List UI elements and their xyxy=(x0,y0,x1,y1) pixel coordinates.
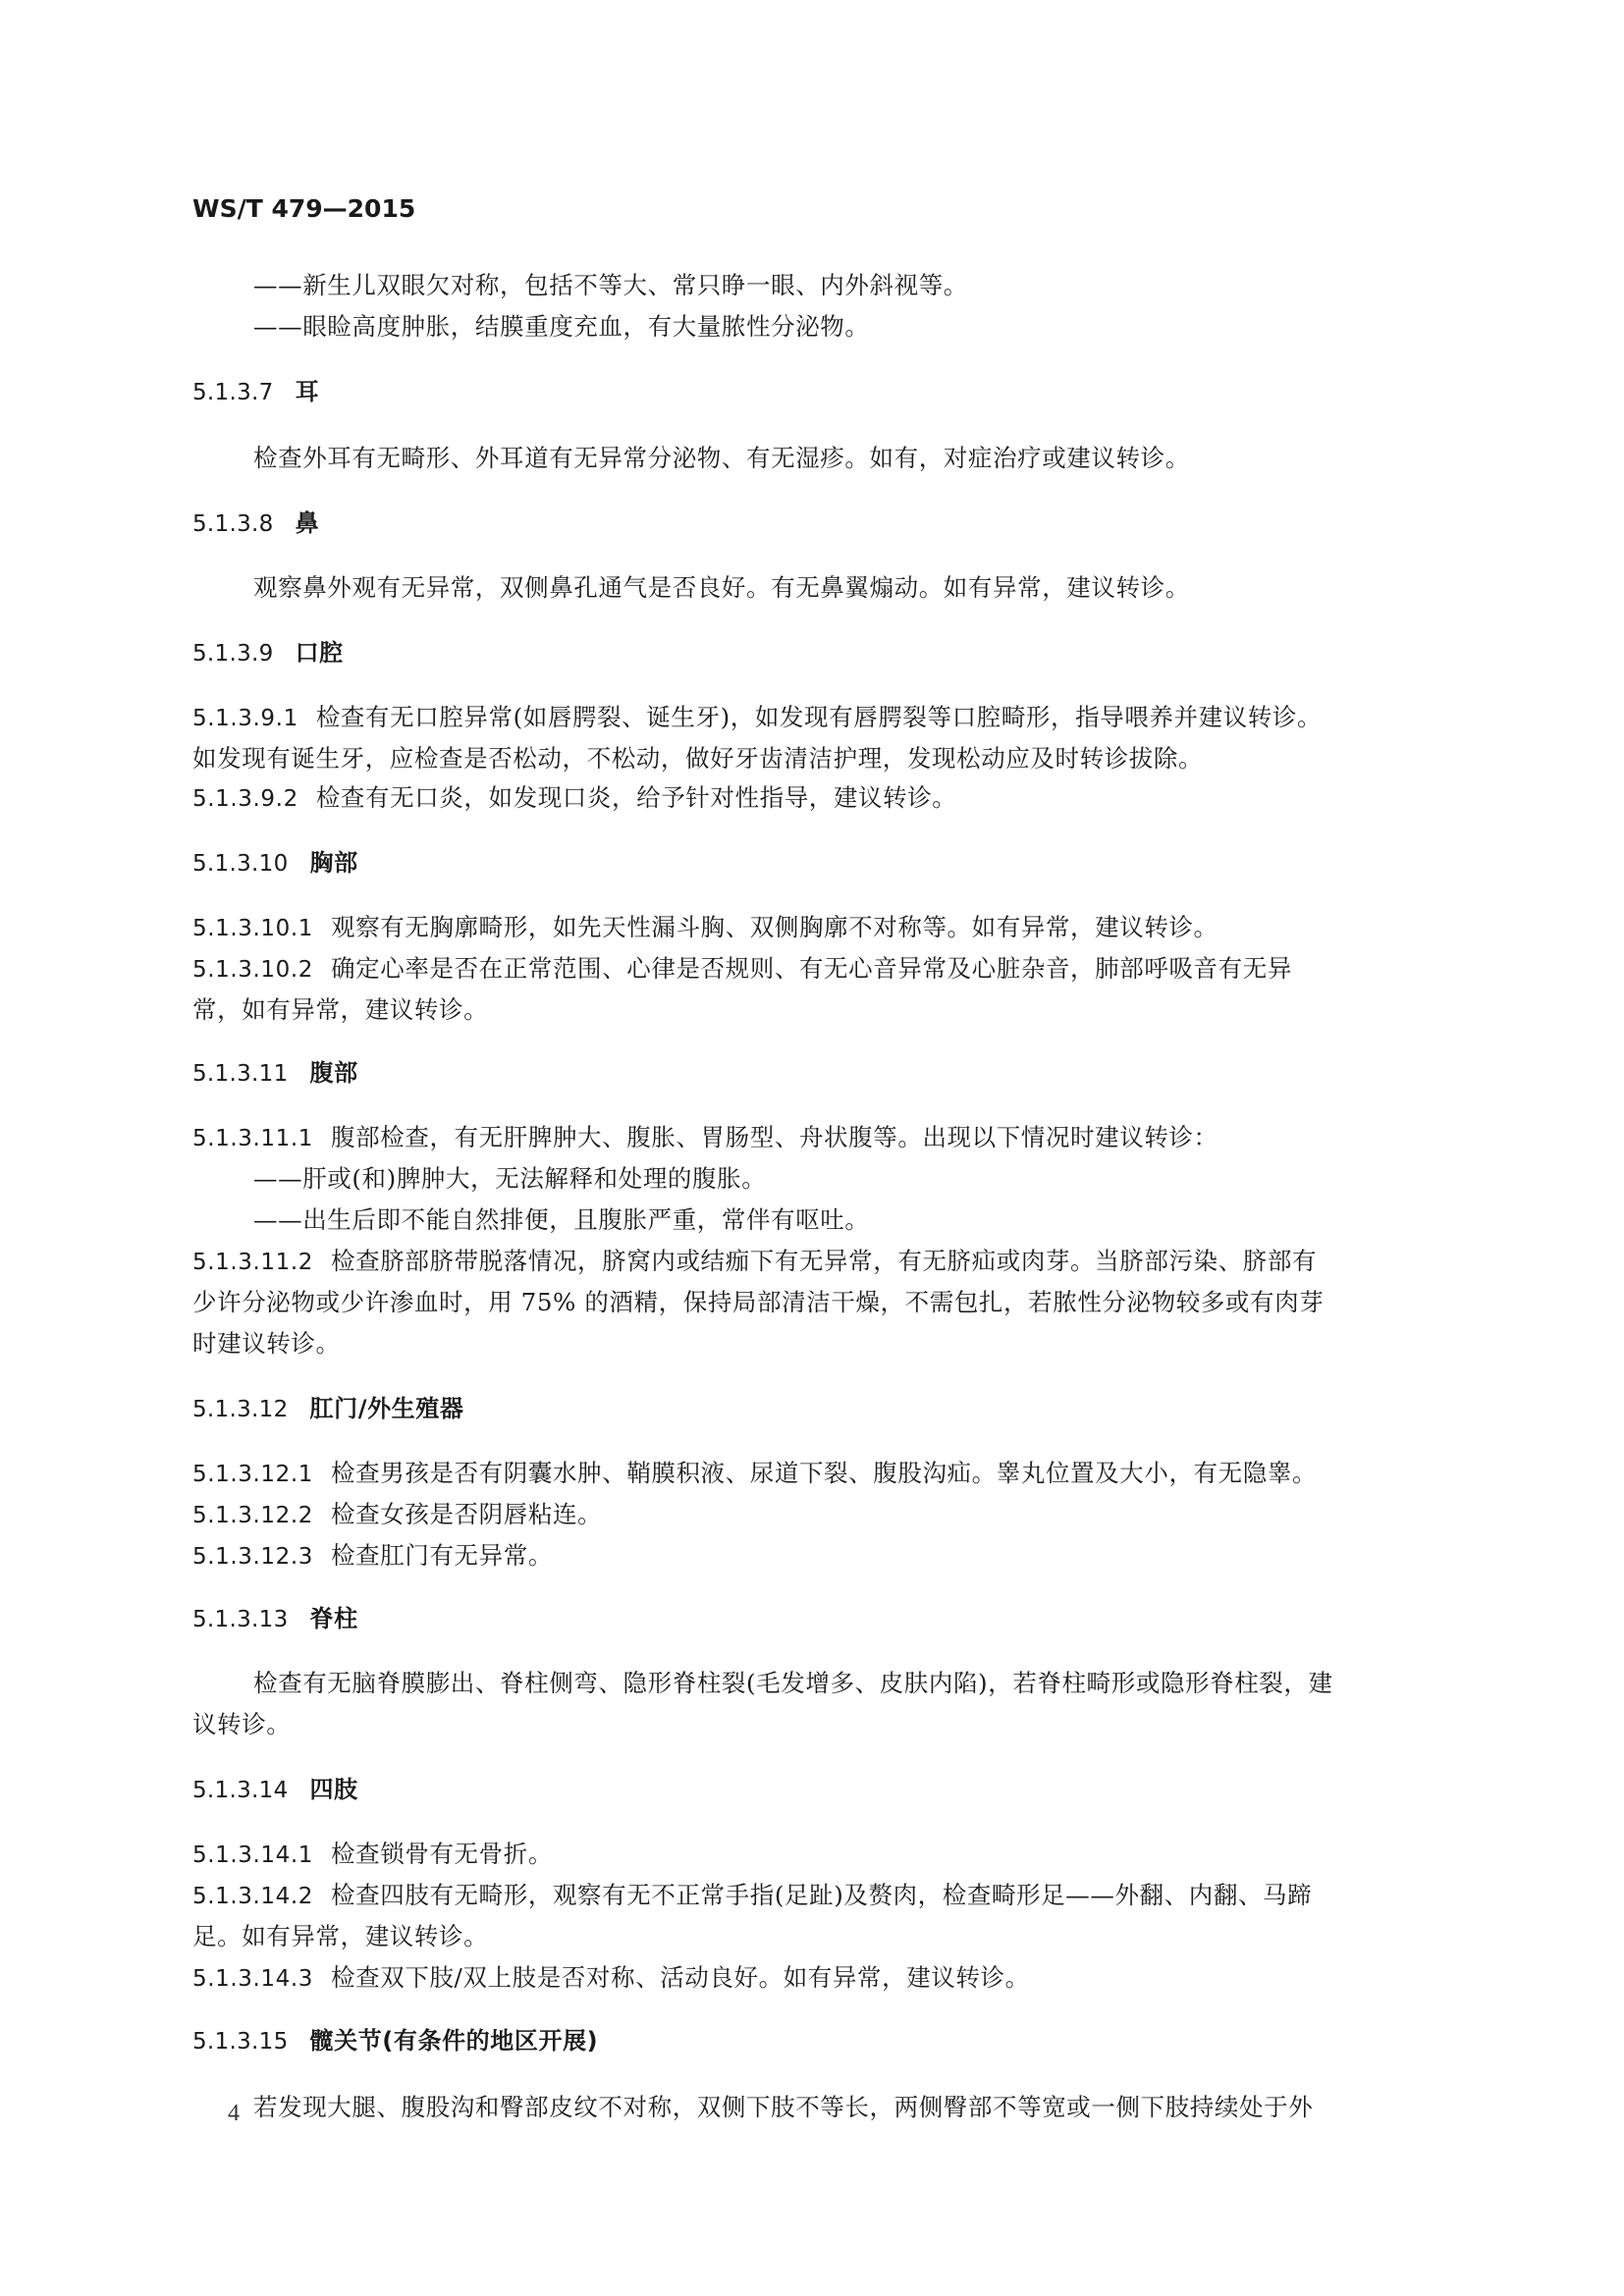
clause-text: 腹部检查，有无肝脾肿大、腹胀、胃肠型、舟状腹等。出现以下情况时建议转诊： xyxy=(331,1123,1218,1151)
clause-number: 5.1.3.14.3 xyxy=(192,1966,314,1992)
section-heading-ear xyxy=(192,375,1459,409)
section-number: 5.1.3.8 xyxy=(192,511,274,537)
section-heading-limbs xyxy=(192,1773,1459,1807)
clause-text: 观察有无胸廓畸形，如先天性漏斗胸、双侧胸廓不对称等。如有异常，建议转诊。 xyxy=(331,913,1218,941)
section-title: 鼻 xyxy=(295,509,320,537)
clause-text-continued: 足。如有异常，建议转诊。 xyxy=(192,1922,489,1950)
dash-item: ——出生后即不能自然排便，且腹胀严重，常伴有呕吐。 xyxy=(253,1205,870,1234)
eye-item-1: ——新生儿双眼欠对称，包括不等大、常只睁一眼、内外斜视等。 xyxy=(253,271,968,299)
clause-5-1-3-14-1 xyxy=(192,1838,1459,1872)
section-title: 四肢 xyxy=(309,1776,358,1803)
clause-text-continued: 如发现有诞生牙，应检查是否松动，不松动，做好牙齿清洁护理，发现松动应及时转诊拔除。 xyxy=(192,744,1204,773)
eye-item-2: ——眼睑高度肿胀，结膜重度充血，有大量脓性分泌物。 xyxy=(253,312,870,341)
clause-text: 确定心率是否在正常范围、心律是否规则、有无心音异常及心脏杂音，肺部呼吸音有无异 xyxy=(331,954,1292,983)
clause-text-continued: 常，如有异常，建议转诊。 xyxy=(192,995,489,1024)
nose-body: 观察鼻外观有无异常，双侧鼻孔通气是否良好。有无鼻翼煽动。如有异常，建议转诊。 xyxy=(253,573,1190,602)
section-heading-hip xyxy=(192,2024,1459,2058)
clause-5-1-3-12-3 xyxy=(192,1539,1459,1574)
page-number: 4 xyxy=(228,2101,240,2126)
section-number: 5.1.3.12 xyxy=(192,1397,289,1422)
clause-number: 5.1.3.14.1 xyxy=(192,1842,314,1868)
ear-body: 检查外耳有无畸形、外耳道有无异常分泌物、有无湿疹。如有，对症治疗或建议转诊。 xyxy=(253,444,1190,472)
section-title: 耳 xyxy=(295,378,320,405)
clause-text: 检查脐部脐带脱落情况，脐窝内或结痂下有无异常，有无脐疝或肉芽。当脐部污染、脐部有 xyxy=(331,1247,1318,1275)
section-number: 5.1.3.7 xyxy=(192,380,274,405)
section-number: 5.1.3.10 xyxy=(192,851,289,877)
clause-5-1-3-9-2 xyxy=(192,781,1459,816)
section-title: 口腔 xyxy=(295,639,344,667)
clause-number: 5.1.3.12.3 xyxy=(192,1544,314,1570)
spine-body: 检查有无脑脊膜膨出、脊柱侧弯、隐形脊柱裂(毛发增多、皮肤内陷)，若脊柱畸形或隐形脊柱裂，建 xyxy=(253,1669,1333,1697)
section-heading-nose xyxy=(192,507,1459,541)
clause-text-continued: 时建议转诊。 xyxy=(192,1329,341,1358)
section-number: 5.1.3.14 xyxy=(192,1778,289,1803)
section-heading-spine xyxy=(192,1602,1459,1636)
clause-text: 检查锁骨有无骨折。 xyxy=(331,1840,553,1868)
clause-number: 5.1.3.11.2 xyxy=(192,1250,314,1275)
clause-number: 5.1.3.10.1 xyxy=(192,916,314,941)
clause-5-1-3-11-2 xyxy=(192,1245,1459,1279)
hip-body: 若发现大腿、腹股沟和臀部皮纹不对称，双侧下肢不等长，两侧臀部不等宽或一侧下肢持续处于外 xyxy=(253,2093,1314,2121)
clause-text: 检查四肢有无畸形，观察有无不正常手指(足趾)及赘肉，检查畸形足——外翻、内翻、马蹄 xyxy=(331,1881,1313,1909)
section-title: 脊柱 xyxy=(309,1605,358,1632)
clause-5-1-3-9-1 xyxy=(192,701,1459,735)
dash-item: ——肝或(和)脾肿大，无法解释和处理的腹胀。 xyxy=(253,1164,767,1193)
clause-number: 5.1.3.14.2 xyxy=(192,1884,314,1909)
clause-text-continued: 少许分泌物或少许渗血时，用 75% 的酒精，保持局部清洁干燥，不需包扎，若脓性分泌物较多或有肉芽 xyxy=(192,1288,1325,1316)
spine-body-continued: 议转诊。 xyxy=(192,1710,292,1738)
clause-5-1-3-12-1 xyxy=(192,1457,1459,1491)
section-title: 髋关节(有条件的地区开展) xyxy=(309,2027,599,2055)
section-title: 胸部 xyxy=(309,849,358,877)
clause-number: 5.1.3.9.2 xyxy=(192,786,298,812)
clause-number: 5.1.3.10.2 xyxy=(192,957,314,983)
clause-5-1-3-11-1 xyxy=(192,1121,1459,1155)
clause-number: 5.1.3.9.1 xyxy=(192,706,298,731)
clause-text: 检查双下肢/双上肢是否对称、活动良好。如有异常，建议转诊。 xyxy=(331,1963,1030,1992)
clause-number: 5.1.3.12.1 xyxy=(192,1462,314,1487)
clause-text: 检查女孩是否阴唇粘连。 xyxy=(331,1500,603,1528)
clause-5-1-3-14-3 xyxy=(192,1961,1459,1996)
section-number: 5.1.3.13 xyxy=(192,1607,289,1632)
clause-text: 检查男孩是否有阴囊水肿、鞘膜积液、尿道下裂、腹股沟疝。睾丸位置及大小，有无隐睾。 xyxy=(331,1459,1318,1487)
section-heading-genital xyxy=(192,1392,1459,1426)
section-heading-abdomen xyxy=(192,1056,1459,1091)
section-number: 5.1.3.9 xyxy=(192,641,274,667)
section-title: 腹部 xyxy=(309,1059,358,1087)
section-heading-chest xyxy=(192,846,1459,881)
section-number: 5.1.3.11 xyxy=(192,1061,289,1087)
clause-text: 检查肛门有无异常。 xyxy=(331,1541,553,1570)
clause-5-1-3-12-2 xyxy=(192,1498,1459,1532)
clause-5-1-3-10-1 xyxy=(192,911,1459,945)
section-number: 5.1.3.15 xyxy=(192,2029,289,2055)
section-title: 肛门/外生殖器 xyxy=(309,1395,464,1422)
clause-5-1-3-10-2 xyxy=(192,952,1459,987)
clause-number: 5.1.3.12.2 xyxy=(192,1503,314,1528)
clause-number: 5.1.3.11.1 xyxy=(192,1126,314,1151)
clause-text: 检查有无口腔异常(如唇腭裂、诞生牙)，如发现有唇腭裂等口腔畸形，指导喂养并建议转诊。 xyxy=(315,703,1323,731)
section-heading-mouth xyxy=(192,636,1459,670)
clause-text: 检查有无口炎，如发现口炎，给予针对性指导，建议转诊。 xyxy=(315,783,957,812)
clause-5-1-3-14-2 xyxy=(192,1879,1459,1913)
document-code: WS/T 479—2015 xyxy=(192,194,416,223)
